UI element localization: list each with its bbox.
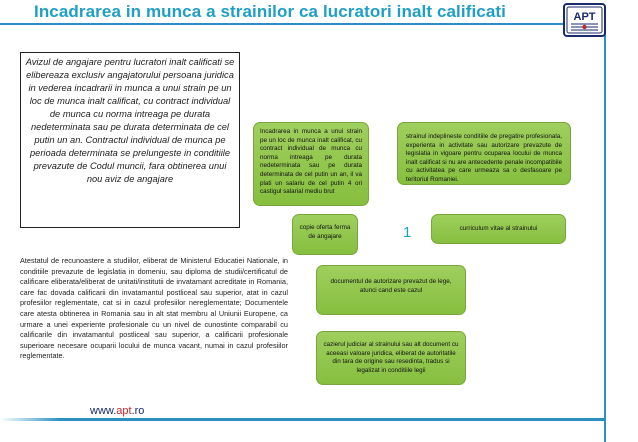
- copie-oferta-box: copie oferta ferma de angajare: [292, 214, 358, 255]
- url-brand: apt: [116, 405, 132, 417]
- url-suffix: .ro: [131, 405, 145, 417]
- apt-logo-icon: [563, 3, 606, 37]
- incadrarea-box: Incadrarea in munca a unui strain pe un loc de munca inalt calificat, cu contract individual de munca cu norma intreaga pe durata nedeterminata sau pe durata determinata de cel putin un an, il va plati un salariu de cel putin 4 ori castigul salarial mediu brut: [253, 122, 369, 206]
- cazierul-box: cazierul judiciar al strainului sau alt document cu aceeasi valoare juridica, eliberat de autoritatile din tara de origine sau resedinta, tradus si legalizat in conditiile legii: [316, 331, 466, 385]
- logo-text: APT: [573, 11, 596, 23]
- curriculum-box: curriculum vitae al strainului: [431, 214, 566, 244]
- top-rule: [0, 23, 604, 25]
- footer-url[interactable]: [90, 405, 144, 417]
- document-autorizare-box: documentul de autorizare prevazut de lege, atunci cand este cazul: [316, 265, 466, 315]
- side-rule: [604, 23, 606, 442]
- atestatul-text: Atestatul de recunoastere a studiilor, eliberat de Ministerul Educatiei Nationale, in conditiile prevazute de legislatia in domeniu, sau diploma de studii/certificatul de calificare eliberata/eliberat de unitati/institutii de invatamant acreditate in Romania, care fac dovada calificarii din invatamantul postliceal sau superior, atat in cazul profesiilor reglementate, cat si in cazul profesiilor nereglementate; Documentele care atesta obtinerea in Romania sau in alt stat membru al Uniunii Europene, ca urmare a unei experiente profesionale cu un nivel de cunostinte comparabil cu calificarile din invatamantul postliceal sau superior, a calificarii profesionale superioare necesare ocuparii locului de munca vacant, numai in cazul profesiilor reglementate.: [20, 256, 288, 361]
- number-marker: 1: [403, 224, 412, 241]
- strainul-box: strainul indeplineste conditiile de pregatire profesionala, experienta in activitate sau autorizare prevazute de legislatia in vigoare pentru ocuparea locului de munca inalt calificat si nu are antecedente penale incompatibile cu activitatea pe care urmeaza sa o desfasoare pe teritoriul Romaniei.: [397, 122, 571, 185]
- page-title: Incadrarea in munca a strainilor ca lucratori inalt calificati: [34, 2, 506, 21]
- bottom-bar: [0, 418, 604, 421]
- avizul-box: Avizul de angajare pentru lucratori inalt calificati se elibereaza exclusiv angajatorului persoana juridica in vederea incadrarii in munca a unui strain pe un loc de munca inalt calificat, cu contract individual de munca cu norma intreaga pe durata nedeterminata sau pe durata determinata de cel putin un an. Contractul individual de munca pe perioada determinata se prelungeste in conditiile prevazute de Codul muncii, fara obtinerea unui nou aviz de angajare: [20, 52, 240, 228]
- url-prefix: www.: [90, 405, 117, 417]
